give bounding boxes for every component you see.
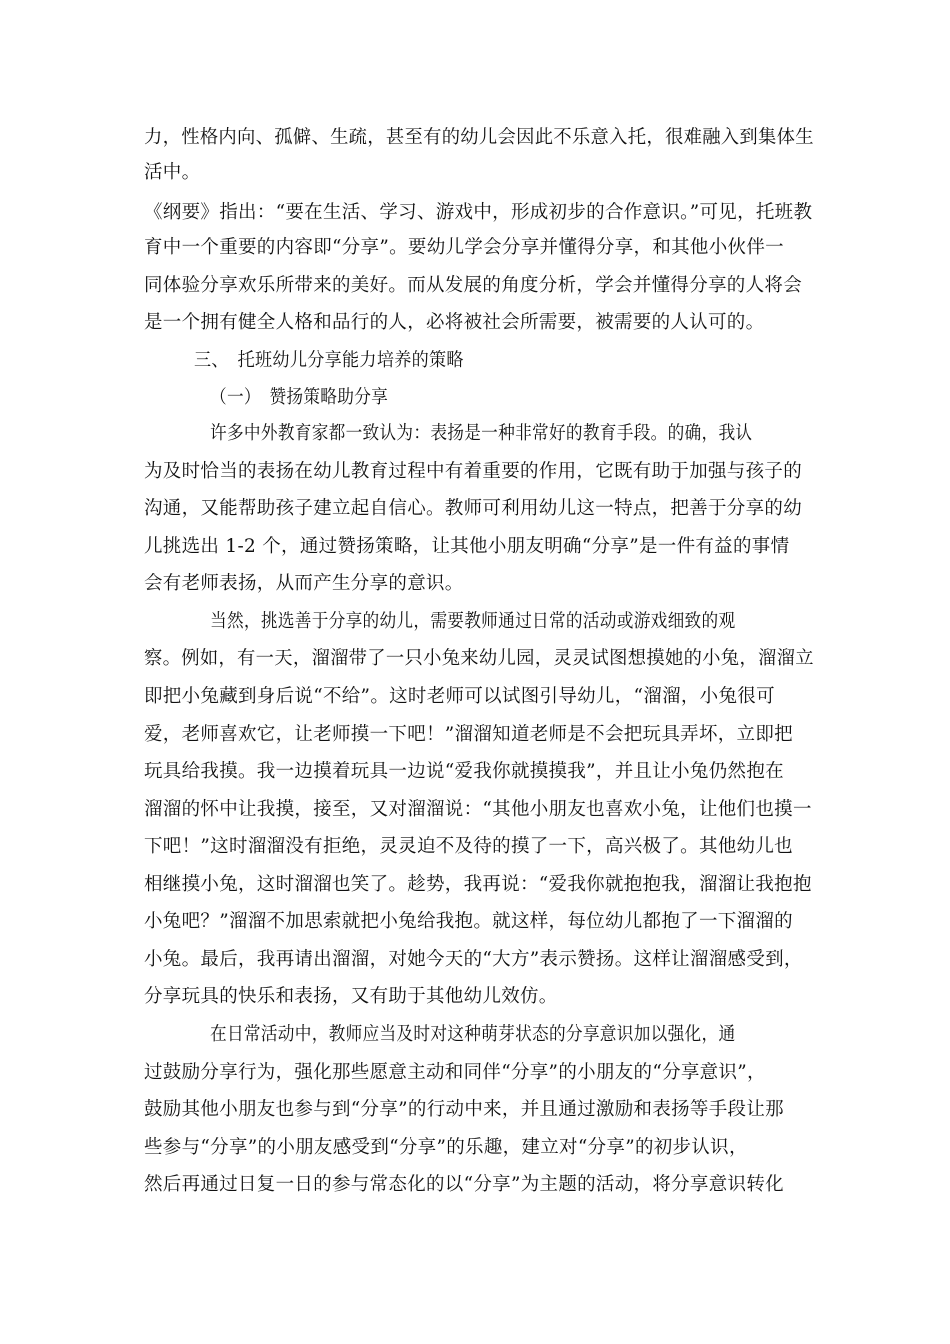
text-line: 《纲要》指出：“要在生活、学习、游戏中，形成初步的合作意识。”可见，托班教 (144, 202, 813, 223)
text-line: 育中一个重要的内容即“分享”。要幼儿学会分享并懂得分享，和其他小伙伴一 (144, 237, 784, 258)
text-line: 溜溜的怀中让我摸，接至，又对溜溜说：“其他小朋友也喜欢小兔，让他们也摸一 (144, 799, 812, 820)
text-line: 力，性格内向、孤僻、生疏，甚至有的幼儿会因此不乐意入托，很难融入到集体生 (144, 127, 814, 148)
text-line: 同体验分享欢乐所带来的美好。而从发展的角度分析，学会并懂得分享的人将会 (144, 275, 803, 296)
text-line: 当然，挑选善于分享的幼儿，需要教师通过日常的活动或游戏细致的观 (210, 611, 736, 632)
text-line: 会有老师表扬，从而产生分享的意识。 (144, 573, 464, 594)
text-line: 玩具给我摸。我一边摸着玩具一边说“爱我你就摸摸我”，并且让小兔仍然抱在 (144, 761, 784, 782)
text-line: 许多中外教育家都一致认为：表扬是一种非常好的教育手段。的确，我认 (210, 423, 753, 444)
subsection-heading: （一） 赞扬策略助分享 (210, 387, 389, 408)
text-line: 即把小兔藏到身后说“不给”。这时老师可以试图引导幼儿，“溜溜，小兔很可 (144, 686, 775, 707)
text-line: 活中。 (144, 162, 201, 183)
text-line: 些参与“分享”的小朋友感受到“分享”的乐趣，建立对“分享”的初步认识， (144, 1137, 748, 1158)
text-line: 察。例如，有一天，溜溜带了一只小兔来幼儿园，灵灵试图想摸她的小兔，溜溜立 (144, 648, 814, 669)
text-line: 儿挑选出 1-2 个，通过赞扬策略，让其他小朋友明确“分享”是一件有益的事情 (144, 536, 790, 557)
text-line: 下吧！”这时溜溜没有拒绝，灵灵迫不及待的摸了一下，高兴极了。其他幼儿也 (144, 836, 793, 857)
text-line: 小兔吧？”溜溜不加思索就把小兔给我抱。就这样，每位幼儿都抱了一下溜溜的 (144, 911, 793, 932)
text-line: 相继摸小兔，这时溜溜也笑了。趁势，我再说：“爱我你就抱抱我，溜溜让我抱抱 (144, 874, 812, 895)
text-line: 鼓励其他小朋友也参与到“分享”的行动中来，并且通过激励和表扬等手段让那 (144, 1099, 784, 1120)
text-line: 过鼓励分享行为，强化那些愿意主动和同伴“分享”的小朋友的“分享意识”， (144, 1062, 766, 1083)
section-heading: 三、 托班幼儿分享能力培养的策略 (194, 350, 464, 371)
text-line: 小兔。最后，我再请出溜溜，对她今天的“大方”表示赞扬。这样让溜溜感受到， (144, 949, 803, 970)
text-line: 是一个拥有健全人格和品行的人，必将被社会所需要，被需要的人认可的。 (144, 312, 765, 333)
text-line: 然后再通过日复一日的参与常态化的以“分享”为主题的活动，将分享意识转化 (144, 1174, 784, 1195)
text-line: 分享玩具的快乐和表扬，又有助于其他幼儿效仿。 (144, 986, 558, 1007)
text-line: 在日常活动中，教师应当及时对这种萌芽状态的分享意识加以强化，通 (210, 1024, 736, 1045)
text-line: 沟通，又能帮助孩子建立起自信心。教师可利用幼儿这一特点，把善于分享的幼 (144, 498, 803, 519)
text-line: 爱，老师喜欢它，让老师摸一下吧！”溜溜知道老师是不会把玩具弄坏，立即把 (144, 724, 793, 745)
text-line: 为及时恰当的表扬在幼儿教育过程中有着重要的作用，它既有助于加强与孩子的 (144, 461, 803, 482)
